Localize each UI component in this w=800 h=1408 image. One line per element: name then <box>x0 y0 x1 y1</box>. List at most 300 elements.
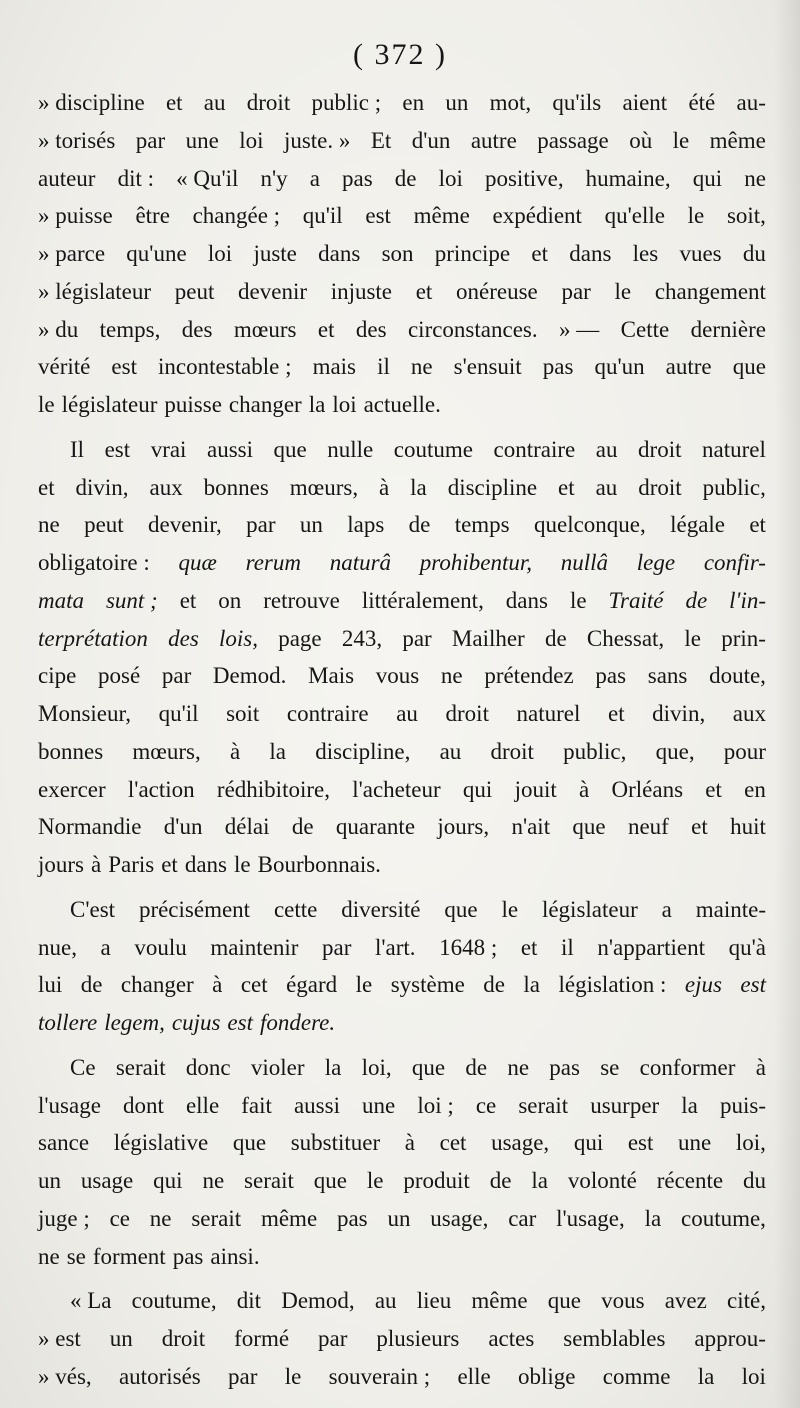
word: et <box>607 701 625 726</box>
word: dans <box>184 852 227 877</box>
word: changement <box>654 278 766 304</box>
text-line <box>38 891 766 929</box>
word: autre <box>470 127 517 153</box>
word: dont <box>122 1092 164 1118</box>
word: ne <box>410 354 433 380</box>
word: changée ; <box>192 203 281 229</box>
word: l'art. <box>374 934 416 960</box>
word: le <box>501 896 519 922</box>
text-line <box>38 808 766 846</box>
word: qui <box>573 1130 604 1156</box>
text-line <box>38 771 766 809</box>
word: neuf <box>627 814 669 840</box>
word: Paris <box>108 852 155 877</box>
word: contraire <box>286 701 369 726</box>
word: que <box>572 814 606 840</box>
word: Il <box>70 436 85 462</box>
word: bonnes <box>203 474 269 500</box>
word: car <box>508 1205 537 1231</box>
word: législateur <box>541 896 638 922</box>
word: devenir, <box>148 512 222 538</box>
word: ne <box>744 165 766 191</box>
text-line <box>38 84 766 122</box>
word: a <box>309 165 320 191</box>
word: elle <box>185 1092 220 1118</box>
word: lois, <box>219 625 258 651</box>
word: ne <box>38 1243 60 1269</box>
page-edge-shadow <box>774 0 800 1408</box>
word: même <box>260 1205 318 1231</box>
word: législateur <box>61 392 158 417</box>
text-line <box>38 235 766 273</box>
text-line <box>38 582 766 620</box>
word: public, <box>563 738 627 764</box>
word: que <box>232 1130 267 1156</box>
word: mainte- <box>695 896 766 922</box>
word: en <box>402 90 425 115</box>
word: public, <box>702 474 766 500</box>
word: discipline <box>447 474 538 500</box>
word: » puisse <box>38 203 113 229</box>
word: qu'une <box>126 241 187 266</box>
word: coutume, <box>131 1288 217 1314</box>
word: se <box>66 1243 86 1269</box>
word: de <box>465 1054 488 1080</box>
word: à <box>379 474 390 500</box>
word: cité, <box>727 1288 766 1314</box>
word: usurper <box>590 1092 660 1118</box>
word: quarante <box>335 814 416 840</box>
text-line <box>38 506 766 544</box>
word: Ce <box>70 1054 96 1080</box>
word: volonté <box>567 1168 637 1193</box>
word: qu'il <box>158 701 199 726</box>
word: de <box>408 512 431 538</box>
text-line <box>38 1358 766 1396</box>
word: un <box>299 512 323 538</box>
word: « La <box>70 1288 112 1314</box>
word: pas <box>542 354 574 380</box>
word: n'appartient <box>597 934 705 960</box>
word: la <box>681 1092 698 1118</box>
word: » parce <box>38 241 106 266</box>
word: et <box>161 852 178 877</box>
text-line <box>38 657 766 695</box>
text-line <box>38 197 766 235</box>
word: une <box>678 1130 712 1156</box>
word: ne <box>202 1168 225 1193</box>
word: de <box>394 165 417 191</box>
word: divin, <box>652 701 706 726</box>
word: une <box>185 127 219 153</box>
word: la <box>523 972 541 998</box>
word: Mais <box>308 663 355 689</box>
word: été <box>688 90 716 115</box>
word: cette <box>273 896 318 922</box>
word: nulle <box>327 436 374 462</box>
word: serait <box>244 1168 294 1193</box>
word: loi <box>207 241 233 266</box>
word: et <box>317 316 335 342</box>
word: aussi <box>293 1092 340 1118</box>
word: loi <box>332 392 357 417</box>
word: pas <box>342 165 373 191</box>
word: qui <box>692 165 723 191</box>
word: » vés, <box>38 1363 92 1389</box>
word: auteur <box>38 165 96 191</box>
word: droit <box>246 90 291 115</box>
word: littéralement, <box>361 587 484 613</box>
word: sunt ; <box>105 587 158 613</box>
word: approu- <box>694 1326 766 1351</box>
word: qui <box>462 776 493 802</box>
word: au- <box>736 90 766 115</box>
word: divin, <box>75 474 129 500</box>
word: au <box>595 436 618 462</box>
word: en <box>744 776 766 802</box>
word: terprétation <box>38 625 148 651</box>
word: des <box>168 625 199 651</box>
text-line <box>38 469 766 507</box>
word: nullâ <box>560 550 609 575</box>
word: même <box>471 1288 528 1314</box>
text-line <box>38 348 766 386</box>
word: lieu <box>416 1288 452 1314</box>
word: vous <box>601 1288 645 1314</box>
word: des <box>181 316 213 342</box>
word: positive, <box>484 165 564 191</box>
word: le <box>366 1168 384 1193</box>
word: être <box>135 203 170 229</box>
word: est <box>740 972 766 998</box>
word: l'acheteur <box>352 776 441 802</box>
word: retrouve <box>263 587 340 613</box>
word: jouit <box>514 776 557 802</box>
word: même <box>413 203 470 229</box>
word: temps, <box>99 316 161 342</box>
word: Orléans <box>611 776 684 802</box>
word: injuste <box>330 278 393 304</box>
word: Demod. <box>212 663 287 689</box>
word: d'un <box>411 127 451 153</box>
word: soit <box>226 701 260 726</box>
word: est <box>227 1010 253 1035</box>
text-line <box>38 1238 766 1276</box>
word: quelconque, <box>533 512 646 538</box>
word: droit <box>490 738 534 764</box>
word: ne <box>507 1054 530 1080</box>
word: coutume <box>393 436 473 462</box>
word: souverain ; <box>328 1363 431 1389</box>
text-line <box>38 1162 766 1200</box>
word: quæ <box>178 550 217 575</box>
word: usage, <box>491 1130 550 1156</box>
word: Bourbonnais. <box>257 852 381 877</box>
word: C'est <box>70 896 116 922</box>
word: actes <box>488 1326 535 1351</box>
text-line <box>38 273 766 311</box>
word: droit <box>638 436 682 462</box>
word: récente <box>656 1168 724 1193</box>
word: aux <box>149 474 183 500</box>
word: fait <box>241 1092 272 1118</box>
word: Et <box>370 127 392 153</box>
word: Demod, <box>281 1288 355 1314</box>
word: mot, <box>489 90 532 115</box>
word: usage, <box>430 1205 489 1231</box>
word: dit <box>236 1288 262 1314</box>
word: rerum <box>245 550 301 575</box>
page-number: ( 372 ) <box>353 38 447 71</box>
word: de <box>80 972 103 998</box>
word: cipe <box>38 663 77 689</box>
word: laps <box>347 512 385 538</box>
word: prétendez <box>484 663 574 689</box>
word: au <box>595 474 618 500</box>
word: devenir <box>238 278 307 304</box>
word: d'un <box>163 814 203 840</box>
word: serait <box>115 1054 166 1080</box>
word: que <box>411 1054 446 1080</box>
word: et <box>415 278 433 304</box>
word: et <box>531 241 548 266</box>
word: la <box>410 474 427 500</box>
word: temps <box>454 512 510 538</box>
word: juge ; <box>38 1205 90 1231</box>
word: mœurs, <box>132 738 201 764</box>
word: aient <box>622 90 668 115</box>
word: loi ; <box>417 1092 454 1118</box>
text-line <box>38 431 766 469</box>
word: que <box>313 1168 347 1193</box>
word: droit <box>161 1326 206 1351</box>
word: pour <box>723 738 766 764</box>
word: soit, <box>726 203 766 229</box>
word: onéreuse <box>456 278 538 304</box>
word: par <box>322 934 352 960</box>
word: Chessat, <box>586 625 665 651</box>
text-line <box>38 966 766 1004</box>
word: principe <box>434 241 511 266</box>
word: changer <box>228 392 302 417</box>
word: du <box>742 241 766 266</box>
word: on <box>218 587 242 613</box>
text-line <box>38 1049 766 1087</box>
word: obligatoire : <box>38 550 150 575</box>
word: le <box>614 278 632 304</box>
word: puisse <box>164 392 222 417</box>
word: de <box>483 972 505 998</box>
word: legem, <box>104 1010 165 1035</box>
text-line <box>38 386 766 424</box>
word: à <box>212 972 223 998</box>
word: ainsi. <box>210 1243 260 1269</box>
word: droit <box>445 701 489 726</box>
text-line <box>38 929 766 967</box>
word: » discipline <box>38 90 145 115</box>
word: loi, <box>361 1054 392 1080</box>
word: ne <box>149 1205 172 1231</box>
word: par <box>561 278 591 304</box>
word: rédhibitoire, <box>216 776 330 802</box>
word: serait <box>191 1205 242 1231</box>
word: et <box>520 934 538 960</box>
word: cet <box>439 1130 467 1156</box>
word: contraire <box>493 436 576 462</box>
word: de <box>544 625 567 651</box>
word: changer <box>120 972 194 998</box>
word: la <box>324 1054 342 1080</box>
word: usage <box>80 1168 134 1193</box>
word: l'usage, <box>556 1205 625 1231</box>
word: aussi <box>206 436 253 462</box>
word: au <box>396 701 418 726</box>
word: actuelle. <box>363 392 441 417</box>
word: comme <box>602 1363 671 1389</box>
word: le <box>38 392 55 417</box>
word: qu'il <box>302 203 343 229</box>
word: ne <box>38 512 60 538</box>
word: que <box>732 354 766 380</box>
word: a <box>100 934 111 960</box>
word: l'usage <box>38 1092 101 1118</box>
text-line <box>38 695 766 733</box>
word: a <box>661 896 672 922</box>
word: même <box>709 127 766 153</box>
text-line <box>38 122 766 160</box>
word: naturel <box>516 701 581 726</box>
word: mœurs, <box>289 474 359 500</box>
word: cet <box>240 972 268 998</box>
word: tollere <box>38 1010 98 1035</box>
word: pas <box>595 663 627 689</box>
word: cujus <box>171 1010 221 1035</box>
word: et <box>38 474 55 500</box>
word: juste. » <box>283 127 351 153</box>
word: qu'à <box>728 934 766 960</box>
word: délai <box>224 814 270 840</box>
word: loi <box>239 127 264 153</box>
text-line <box>38 733 766 771</box>
word: système <box>390 972 465 998</box>
word: le <box>234 852 251 877</box>
word: précisément <box>138 896 251 922</box>
word: un <box>445 90 469 115</box>
word: à <box>229 738 241 764</box>
word: sance <box>38 1130 90 1156</box>
word: ce <box>109 1205 130 1231</box>
word: doute, <box>709 663 766 689</box>
word: législative <box>113 1130 209 1156</box>
word: ce <box>475 1092 497 1118</box>
text-line <box>38 544 766 582</box>
word: et <box>691 814 708 840</box>
word: le <box>569 587 587 613</box>
word: coutume, <box>680 1205 766 1231</box>
word: qu'ils <box>552 90 602 115</box>
word: elle <box>457 1363 491 1389</box>
word: et <box>705 776 722 802</box>
word: maintenir <box>210 934 299 960</box>
word: un <box>38 1168 61 1193</box>
text-line <box>38 846 766 884</box>
word: qui <box>153 1168 183 1193</box>
word: au <box>374 1288 397 1314</box>
word: autre <box>665 354 712 380</box>
word: » torisés <box>38 127 116 153</box>
word: circonstances. <box>407 316 538 342</box>
word: huit <box>730 814 766 840</box>
text-line <box>38 160 766 198</box>
word: au <box>203 90 226 115</box>
word: à <box>579 776 590 802</box>
word: diversité <box>341 896 421 922</box>
word: produit <box>403 1168 470 1193</box>
word: et <box>165 90 183 115</box>
word: la <box>531 1168 548 1193</box>
word: par <box>228 1363 258 1389</box>
word: un <box>387 1205 411 1231</box>
text-line <box>38 1200 766 1238</box>
word: les <box>632 241 659 266</box>
word: public ; <box>311 90 382 115</box>
word: » du <box>38 316 79 342</box>
word: légale <box>670 512 725 538</box>
word: au <box>439 738 462 764</box>
word: incontestable ; <box>158 354 292 380</box>
word: par <box>135 127 166 153</box>
word: semblables <box>563 1326 666 1351</box>
word: qu'un <box>594 354 645 380</box>
word: du <box>742 1168 766 1193</box>
word: Mailher <box>451 625 525 651</box>
text-line <box>38 1124 766 1162</box>
word: droit <box>638 474 682 500</box>
word: sans <box>647 663 688 689</box>
word: par <box>402 625 432 651</box>
word: que <box>273 436 307 462</box>
word: 1648 ; <box>439 934 498 960</box>
word: l'action <box>127 776 195 802</box>
word: que <box>444 896 478 922</box>
text-line <box>38 1282 766 1320</box>
word: et <box>179 587 197 613</box>
word: mœurs <box>233 316 297 342</box>
word: Monsieur, <box>38 701 131 726</box>
word: de <box>685 587 708 613</box>
word: un <box>109 1326 133 1351</box>
word: loi, <box>735 1130 766 1156</box>
word: le <box>687 203 705 229</box>
word: donc <box>185 1054 231 1080</box>
word: pas <box>549 1054 580 1080</box>
word: est <box>627 1130 654 1156</box>
word: humaine, <box>585 165 671 191</box>
word: discipline, <box>315 738 411 764</box>
word: de <box>291 814 314 840</box>
word: puis- <box>719 1092 766 1118</box>
word: est <box>104 436 131 462</box>
word: s'ensuit <box>453 354 522 380</box>
word: avez <box>664 1288 707 1314</box>
word: voulu <box>134 934 187 960</box>
word: mata <box>38 587 84 613</box>
word: » est <box>38 1326 81 1351</box>
word: dans <box>318 241 361 266</box>
word: dans <box>569 241 612 266</box>
word: le <box>684 625 702 651</box>
word: une <box>362 1092 396 1118</box>
